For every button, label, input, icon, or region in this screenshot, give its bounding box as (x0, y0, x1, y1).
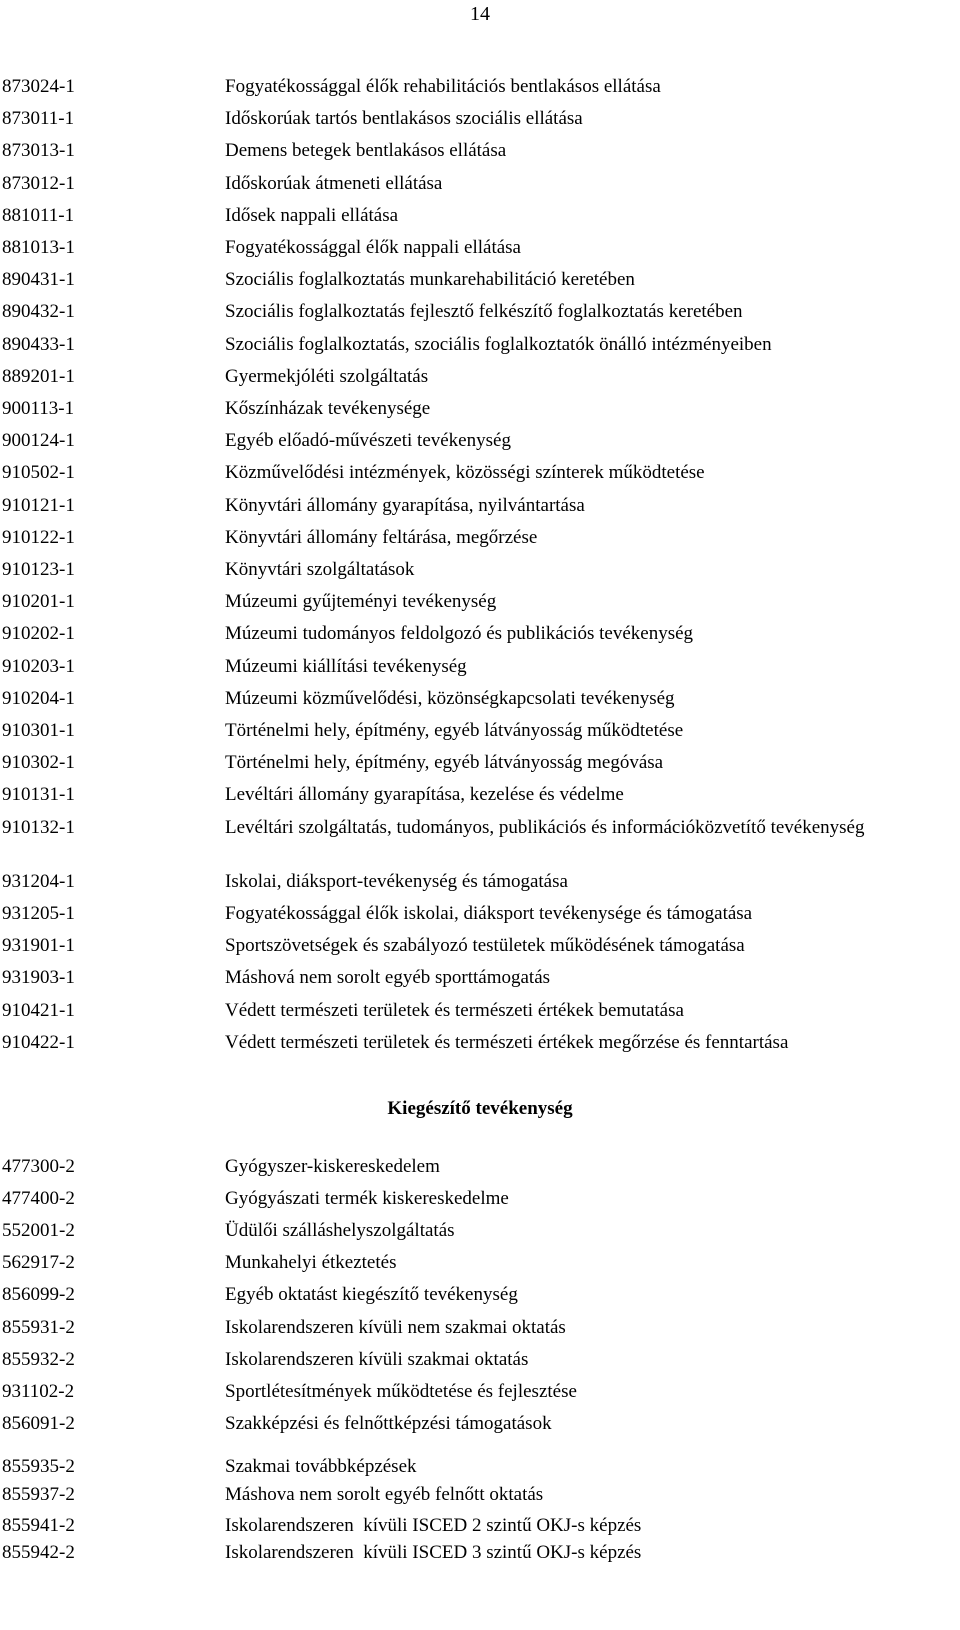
activity-code: 931102-2 (2, 1380, 75, 1402)
activity-description: Könyvtári szolgáltatások (225, 559, 415, 580)
activity-row (2, 591, 958, 613)
activity-code: 477300-2 (2, 1156, 75, 1177)
activity-code: 910502-1 (2, 462, 75, 484)
activity-row (2, 935, 958, 957)
activity-row (2, 269, 958, 291)
activity-description: Egyéb előadó-művészeti tevékenység (225, 430, 511, 452)
activity-code: 931204-1 (2, 870, 75, 892)
activity-code: 910201-1 (2, 591, 75, 613)
activity-code: 910202-1 (2, 623, 75, 645)
activity-code: 562917-2 (2, 1252, 75, 1274)
activity-code: 477400-2 (2, 1188, 75, 1210)
activity-code: 900113-1 (2, 398, 75, 419)
activity-row (2, 656, 958, 678)
page-number: 14 (470, 3, 490, 25)
activity-code: 890431-1 (2, 269, 75, 291)
activity-code: 881011-1 (2, 204, 75, 226)
activity-code: 910204-1 (2, 687, 75, 709)
activity-description: Máshova nem sorolt egyéb felnőtt oktatás (225, 1484, 544, 1505)
activity-row (2, 1456, 958, 1478)
activity-description: Iskolarendszeren kívüli ISCED 2 szintű OKJ-s képzés (225, 1515, 642, 1536)
activity-code: 910301-1 (2, 720, 75, 741)
activity-code: 552001-2 (2, 1220, 75, 1242)
activity-description: Iskolarendszeren kívüli nem szakmai oktatás (225, 1316, 566, 1338)
activity-description: Szakmai továbbképzések (225, 1456, 417, 1477)
activity-row (2, 967, 958, 989)
activity-code: 910123-1 (2, 559, 75, 580)
activity-description: Szociális foglalkoztatás, szociális foglalkoztatók önálló intézményeiben (225, 333, 772, 355)
activity-code: 931903-1 (2, 967, 75, 989)
activity-description: Szociális foglalkoztatás fejlesztő felkészítő foglalkoztatás keretében (225, 301, 743, 323)
activity-code: 910422-1 (2, 1031, 75, 1053)
activity-code: 873011-1 (2, 108, 75, 130)
supplementary-section-title: Kiegészítő tevékenység (387, 1098, 573, 1119)
activity-description: Időskorúak tartós bentlakásos szociális ellátása (225, 108, 583, 130)
activity-row (2, 398, 958, 420)
activity-code: 856091-2 (2, 1412, 75, 1434)
activity-row (2, 1317, 958, 1339)
activity-description: Levéltári állomány gyarapítása, kezelése és védelme (225, 784, 624, 806)
activity-description: Történelmi hely, építmény, egyéb látványosság működtetése (225, 720, 684, 741)
activity-row (2, 1188, 958, 1210)
activity-code: 910121-1 (2, 494, 75, 516)
activity-description: Szociális foglalkoztatás munkarehabilitáció keretében (225, 269, 635, 291)
activity-row (2, 1413, 958, 1435)
activity-description: Levéltári szolgáltatás, tudományos, publikációs és információközvetítő tevékenység (225, 816, 865, 838)
activity-description: Fogyatékossággal élők iskolai, diáksport tevékenysége és támogatása (225, 903, 753, 924)
activity-row (2, 173, 958, 195)
activity-description: Sportlétesítmények működtetése és fejlesztése (225, 1380, 577, 1402)
activity-code: 855937-2 (2, 1484, 75, 1505)
activity-description: Fogyatékossággal élők rehabilitációs bentlakásos ellátása (225, 76, 661, 97)
activity-row (2, 720, 958, 742)
activity-code: 855935-2 (2, 1456, 75, 1477)
activity-description: Kőszínházak tevékenysége (225, 398, 431, 419)
activity-row (2, 1000, 958, 1022)
activity-description: Múzeumi közművelődési, közönségkapcsolati tevékenység (225, 687, 675, 709)
activity-description: Időskorúak átmeneti ellátása (225, 172, 443, 194)
activity-code: 910302-1 (2, 752, 75, 774)
activity-row (2, 559, 958, 581)
activity-code: 881013-1 (2, 237, 75, 258)
activity-description: Demens betegek bentlakásos ellátása (225, 140, 507, 162)
activity-description: Idősek nappali ellátása (225, 204, 399, 226)
activity-description: Munkahelyi étkeztetés (225, 1252, 397, 1274)
activity-row (2, 1349, 958, 1371)
activity-description: Gyermekjóléti szolgáltatás (225, 365, 429, 387)
activity-code: 910122-1 (2, 526, 75, 548)
activity-row (2, 784, 958, 806)
activity-row (2, 688, 958, 710)
activity-description: Egyéb oktatást kiegészítő tevékenység (225, 1284, 518, 1306)
activity-row (2, 1515, 958, 1537)
activity-code: 855941-2 (2, 1515, 75, 1536)
activity-row (2, 871, 958, 893)
activity-row (2, 334, 958, 356)
activity-code: 931901-1 (2, 935, 75, 957)
activity-row (2, 462, 958, 484)
activity-row (2, 817, 958, 839)
activity-row (2, 1032, 958, 1054)
activity-row (2, 623, 958, 645)
activity-description: Könyvtári állomány feltárása, megőrzése (225, 526, 538, 548)
activity-description: Múzeumi tudományos feldolgozó és publikációs tevékenység (225, 623, 694, 645)
activity-row (2, 495, 958, 517)
activity-description: Fogyatékossággal élők nappali ellátása (225, 237, 521, 258)
activity-description: Könyvtári állomány gyarapítása, nyilvántartása (225, 494, 585, 516)
activity-code: 855932-2 (2, 1348, 75, 1370)
activity-description: Gyógyszer-kiskereskedelem (225, 1156, 440, 1177)
activity-row (2, 1284, 958, 1306)
activity-code: 890433-1 (2, 333, 75, 355)
activity-row (2, 140, 958, 162)
activity-code: 910203-1 (2, 655, 75, 677)
activity-code: 900124-1 (2, 430, 75, 452)
activity-description: Történelmi hely, építmény, egyéb látványosság megóvása (225, 752, 664, 774)
activity-row (2, 1484, 958, 1506)
activity-description: Iskolarendszeren kívüli ISCED 3 szintű OKJ-s képzés (225, 1542, 642, 1563)
activity-row (2, 903, 958, 925)
activity-code: 890432-1 (2, 301, 75, 323)
activity-row (2, 752, 958, 774)
activity-row (2, 76, 958, 98)
activity-description: Múzeumi gyűjteményi tevékenység (225, 591, 497, 613)
activity-code: 873013-1 (2, 140, 75, 162)
activity-description: Iskolarendszeren kívüli szakmai oktatás (225, 1348, 529, 1370)
activity-description: Sportszövetségek és szabályozó testületek működésének támogatása (225, 935, 745, 957)
activity-row (2, 366, 958, 388)
activity-code: 931205-1 (2, 903, 75, 924)
activity-code: 855931-2 (2, 1316, 75, 1338)
activity-code: 910421-1 (2, 999, 75, 1021)
activity-description: Védett természeti területek és természeti értékek bemutatása (225, 999, 684, 1021)
activity-description: Máshová nem sorolt egyéb sporttámogatás (225, 967, 551, 989)
activity-description: Múzeumi kiállítási tevékenység (225, 655, 467, 677)
activity-row (2, 108, 958, 130)
activity-description: Üdülői szálláshelyszolgáltatás (225, 1220, 455, 1242)
activity-row (2, 1220, 958, 1242)
activity-row (2, 237, 958, 259)
activity-description: Gyógyászati termék kiskereskedelme (225, 1188, 509, 1210)
activity-row (2, 1156, 958, 1178)
activity-row (2, 1381, 958, 1403)
activity-code: 873024-1 (2, 76, 75, 97)
activity-row (2, 527, 958, 549)
activity-row (2, 1542, 958, 1564)
activity-code: 873012-1 (2, 172, 75, 194)
activity-row (2, 1252, 958, 1274)
activity-code: 910131-1 (2, 784, 75, 806)
activity-description: Szakképzési és felnőttképzési támogatások (225, 1412, 552, 1434)
activity-row (2, 205, 958, 227)
activity-code: 855942-2 (2, 1542, 75, 1563)
activity-description: Közművelődési intézmények, közösségi színterek működtetése (225, 462, 705, 484)
activity-code: 910132-1 (2, 816, 75, 838)
activity-code: 856099-2 (2, 1284, 75, 1306)
activity-description: Iskolai, diáksport-tevékenység és támogatása (225, 870, 568, 892)
activity-code: 889201-1 (2, 365, 75, 387)
activity-row (2, 430, 958, 452)
activity-row (2, 301, 958, 323)
activity-description: Védett természeti területek és természeti értékek megőrzése és fenntartása (225, 1031, 789, 1053)
